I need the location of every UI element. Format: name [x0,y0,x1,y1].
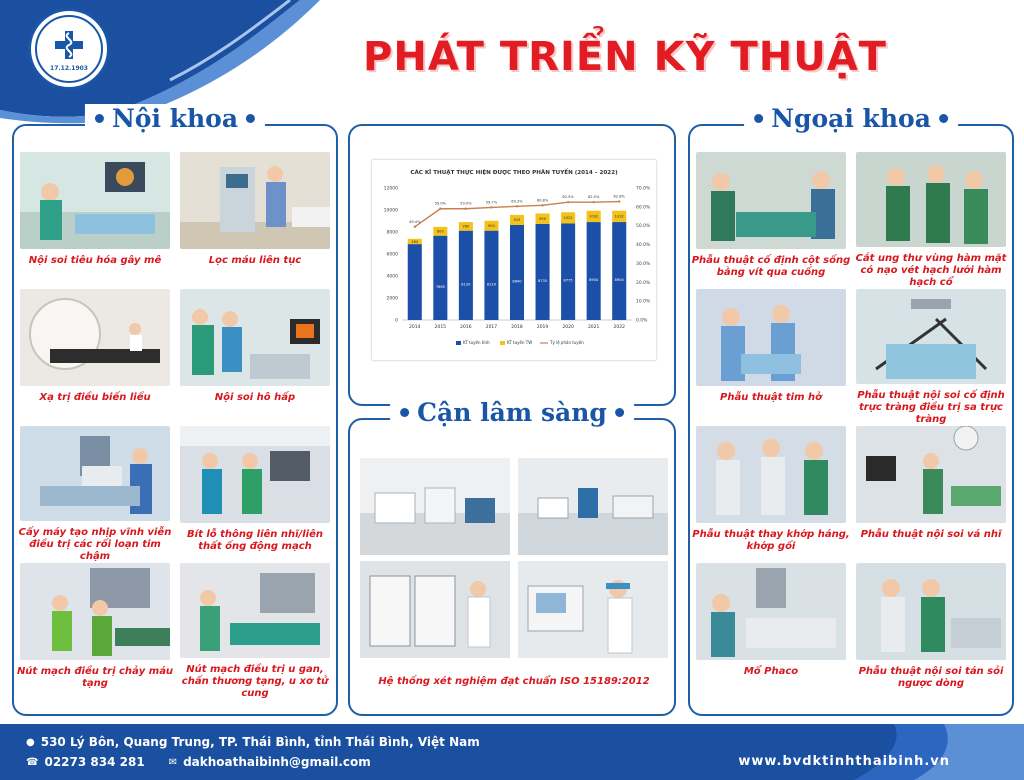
footer-address: 530 Lý Bôn, Quang Trung, TP. Thái Bình, tỉnh Thái Bình, Việt Nam [40,735,480,749]
technique-caption: Phẫu thuật nội soi cố định trực tràng điều trị sa trực tràng [857,390,1005,425]
x-tick-label: 2019 [536,325,549,330]
technique-caption: Phẫu thuật tim hở [720,392,822,403]
noi-khoa-heading [85,104,265,133]
bar-label-tinh: 8775 [563,278,573,283]
bullet-dot-icon [95,114,104,123]
phone-icon: ☎ [26,756,39,768]
bullet-dot-icon [246,114,255,123]
noi-khoa-grid [16,152,330,700]
x-tick-label: 2017 [485,325,498,330]
x-tick-label: 2022 [613,325,625,330]
bar-label-tinh: 8120 [486,282,497,287]
ngoai-khoa-title: Ngoại khoa [771,104,931,133]
ureteroscopy-photo [856,563,1006,660]
bar-label-tinh: 7665 [435,284,445,289]
ngoai-khoa-heading [744,104,958,133]
bar-tinh-2018 [510,225,524,320]
technique-card[interactable] [692,426,850,563]
bar-tinh-2019 [536,224,550,320]
technique-card[interactable] [856,563,1006,700]
lab-photo-grid [360,458,668,658]
bullet-dot-icon [400,408,409,417]
footer-accent-shape [834,724,1024,780]
ratio-label: 60.3% [511,199,523,204]
bar-label-tw: 900 [488,224,495,229]
technique-caption: Nút mạch điều trị chảy máu tạng [16,666,174,689]
can-lam-sang-heading [390,398,634,427]
noi-khoa-panel [12,104,338,716]
bullet-dot-icon [615,408,624,417]
bar-tinh-2017 [484,231,498,320]
noi-khoa-title: Nội khoa [111,104,239,133]
bronchoscopy-photo [180,289,330,386]
y-tick-label: 6000 [386,252,398,258]
bar-label-tw: 780 [462,224,470,229]
footer-contact-row [26,755,371,769]
ratio-point [567,201,569,203]
technique-card[interactable] [20,289,170,426]
technique-card[interactable] [696,289,846,426]
bar-tinh-2020 [561,223,575,320]
ratio-label: 49.4% [409,219,421,224]
technique-card[interactable] [180,289,330,426]
radiotherapy-photo [20,289,170,386]
y-tick-label: 4000 [386,274,398,280]
bar-label-tinh: 8904 [589,278,599,283]
technique-caption: Nút mạch điều trị u gan, chấn thương tạng, u xơ tử cung [181,664,329,699]
y-tick-label: 0 [395,318,398,324]
bullet-dot-icon [754,114,763,123]
x-tick-label: 2015 [434,325,447,330]
email-icon: ✉ [168,756,178,768]
chart-title: CÁC KĨ THUẬT THỰC HIỆN ĐƯỢC THEO PHÂN TUYẾN (2014 – 2022) [410,170,618,176]
technique-caption: Phẫu thuật cố định cột sống bằng vít qua cuống [691,255,851,278]
ratio-label: 60.8% [536,198,549,203]
bar-tinh-2014 [408,244,422,320]
bar-label-tinh: 8904 [614,278,624,283]
legend-label-tinh: KT tuyến tỉnh [463,340,490,345]
liver-embolization-photo [180,563,330,658]
lab-analyzer-photo[interactable] [360,458,510,555]
ngoai-khoa-grid [691,152,1007,700]
spine-surgery-photo [696,152,846,249]
ratio-point [465,208,467,210]
technique-caption: Cắt ung thư vùng hàm mặt có nạo vét hạch lưới hàm hạch cổ [855,253,1007,288]
joint-replacement-photo [696,426,846,523]
logo-date: 17.12.1903 [50,64,88,72]
y2-tick-label: 60.0% [636,205,651,211]
ngoai-khoa-panel [688,104,1014,716]
footer-phone[interactable]: 02273 834 281 [44,755,145,769]
footer-email[interactable]: dakhoathaibinh@gmail.com [183,755,371,769]
location-pin-icon: ● [26,736,35,748]
x-tick-label: 2016 [460,325,472,330]
technique-caption: Mổ Phaco [743,666,799,677]
bar-tinh-2021 [587,222,601,320]
technique-caption: Nội soi tiêu hóa gây mê [28,255,162,266]
bar-label-tinh: 8120 [461,282,471,287]
bar-label-tw: 480 [411,239,419,244]
bar-label-tw: 800 [436,229,444,234]
ratio-point [439,208,441,210]
ratio-label: 62.8% [613,194,625,199]
x-tick-label: 2018 [511,325,523,330]
bullet-dot-icon [939,114,948,123]
bar-label-tw: 915 [513,218,521,223]
legend-label-ratio: Tỷ lệ phân tuyến [550,340,584,345]
ratio-label: 59.0% [460,201,472,206]
chart-card [372,160,656,360]
bar-tinh-2016 [459,231,473,320]
y-tick-label: 12000 [383,186,398,192]
pacemaker-photo [20,426,170,521]
technique-caption: Bít lỗ thông liên nhĩ/liên thất ống động mạch [187,529,323,552]
y2-tick-label: 50.0% [636,224,651,230]
y2-tick-label: 10.0% [636,299,651,305]
ratio-point [490,206,492,208]
x-tick-label: 2021 [587,325,600,330]
bar-label-tw: 950 [539,216,546,221]
y2-tick-label: 70.0% [636,186,651,192]
septal-occluder-photo [180,426,330,523]
technique-card[interactable] [856,152,1006,289]
can-lam-sang-title: Cận lâm sàng [417,398,607,427]
lab-caption: Hệ thống xét nghiệm đạt chuẩn ISO 15189:2012 [378,676,650,687]
ratio-point [592,201,594,203]
technique-card[interactable] [180,563,330,700]
bar-label-tinh: 8640 [512,279,522,284]
technique-card[interactable] [20,152,170,289]
ratio-label: 59.0% [434,201,447,206]
technique-caption: Phẫu thuật nội soi vá nhĩ [860,529,1002,540]
ratio-label: 59.7% [485,200,498,205]
technique-card[interactable] [696,563,846,700]
technique-card[interactable] [180,426,330,563]
legend-swatch-tw [500,341,505,345]
lab-bench-photo[interactable] [518,458,668,555]
footer-website[interactable]: www.bvdktinhthaibinh.vn [738,754,950,769]
tympanoplasty-photo [856,426,1006,523]
legend-swatch-tinh [456,341,461,345]
technique-card[interactable] [856,289,1006,426]
chart-panel [348,124,676,406]
technique-caption: Cấy máy tạo nhịp vĩnh viễn điều trị các rối loạn tim chậm [18,527,172,562]
technique-card[interactable] [856,426,1006,563]
technique-caption: Phẫu thuật nội soi tán sỏi ngược dòng [858,666,1004,689]
ratio-point [414,226,416,228]
technique-caption: Phẫu thuật thay khớp háng, khớp gối [692,529,850,552]
x-tick-label: 2014 [409,325,421,330]
technique-caption: Nội soi hô hấp [214,392,296,403]
bar-label-tinh: 8735 [537,278,548,283]
bar-tinh-2015 [433,236,447,320]
footer-address-row [26,735,480,749]
embolization-photo [20,563,170,660]
endoscopy-photo [20,152,170,249]
lab-machine-photo[interactable] [360,561,510,658]
bar-label-tw: 1032 [614,214,624,219]
technique-caption: Lọc máu liên tục [208,255,302,266]
can-lam-sang-panel [348,398,676,716]
lab-technician-photo[interactable] [518,561,668,658]
y-tick-label: 10000 [383,208,398,214]
open-heart-surgery-photo [696,289,846,386]
footer [0,724,1024,780]
hospital-logo[interactable] [28,8,110,90]
technique-card[interactable] [691,152,851,289]
y-tick-label: 2000 [386,296,398,302]
laparoscopic-rectal-photo [856,289,1006,384]
ratio-label: 62.5% [587,195,600,200]
maxillofacial-surgery-photo [856,152,1006,247]
ratio-point [541,204,543,206]
y2-tick-label: 30.0% [636,261,651,267]
bar-label-tw: 1032 [589,214,599,219]
ratio-point [516,205,518,207]
y2-tick-label: 40.0% [636,243,651,249]
technique-card[interactable] [180,152,330,289]
technique-card[interactable] [16,563,174,700]
x-tick-label: 2020 [562,325,574,330]
ratio-label: 62.5% [562,195,574,200]
legend-label-tw: KT tuyến TW [507,340,533,345]
y-tick-label: 8000 [386,230,398,236]
technique-chart [372,160,656,360]
y2-tick-label: 20.0% [636,280,651,286]
phaco-surgery-photo [696,563,846,660]
y2-tick-label: 0.0% [636,318,648,324]
bar-tinh-2022 [612,222,626,320]
bar-label-tw: 1022 [563,216,573,221]
technique-card[interactable] [20,426,170,563]
technique-caption: Xạ trị điều biến liều [39,392,151,403]
medical-cross-icon [51,27,87,63]
dialysis-photo [180,152,330,249]
page-title: PHÁT TRIỂN KỸ THUẬT [363,34,887,80]
ratio-point [618,200,620,202]
